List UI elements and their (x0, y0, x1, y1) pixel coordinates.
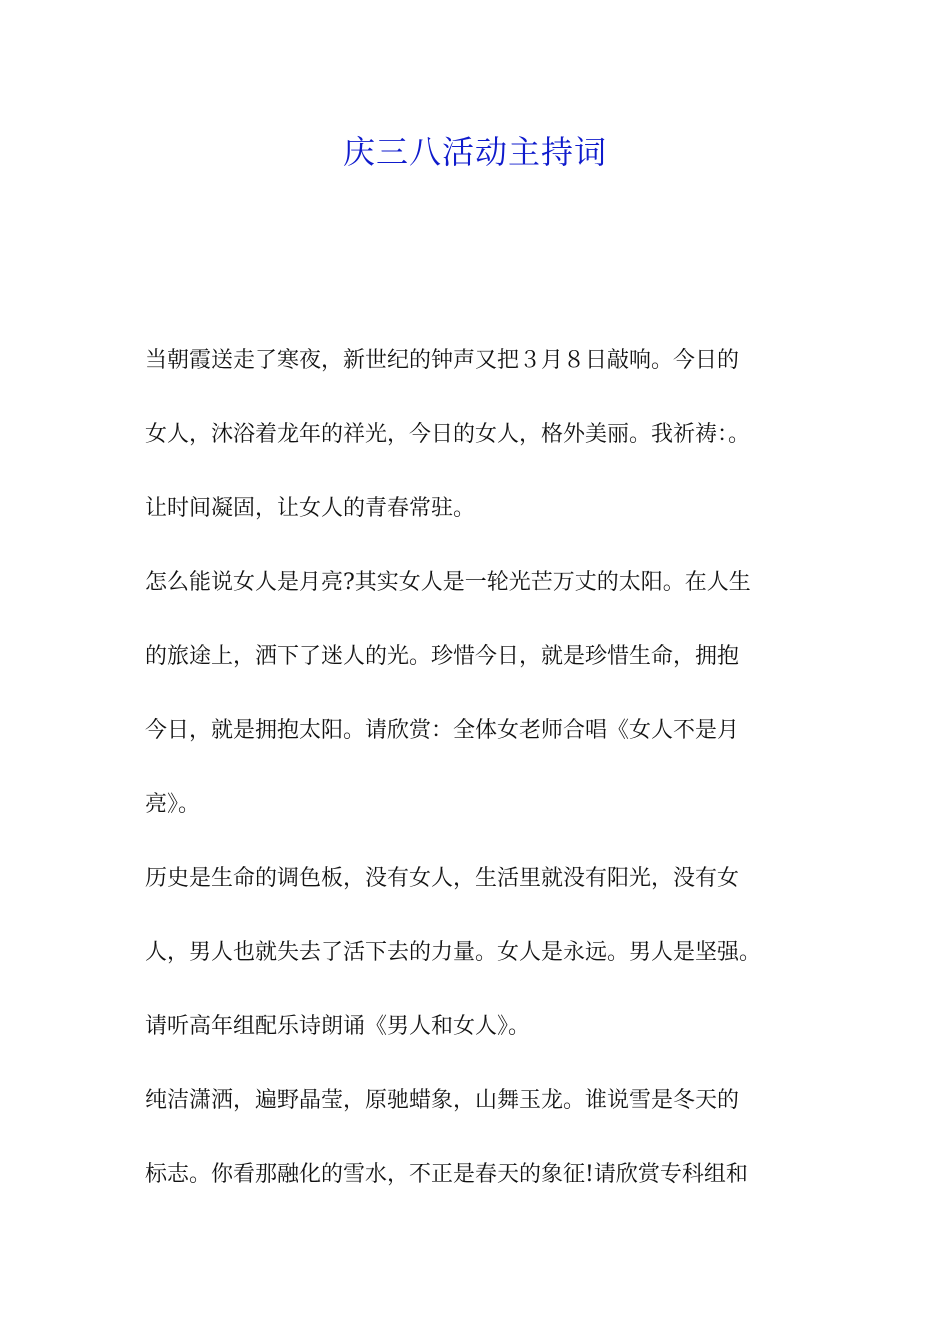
body-line: 怎么能说女人是月亮?其实女人是一轮光芒万丈的太阳。在人生 (145, 570, 751, 595)
body-line: 当朝霞送走了寒夜，新世纪的钟声又把３月８日敲响。今日的 (145, 348, 740, 373)
body-line: 让时间凝固，让女人的青春常驻。 (145, 496, 476, 521)
document-body (145, 336, 825, 1224)
document-title: 庆三八活动主持词 (342, 133, 607, 171)
body-line: 的旅途上，洒下了迷人的光。珍惜今日，就是珍惜生命，拥抱 (145, 644, 740, 669)
body-line: 历史是生命的调色板，没有女人，生活里就没有阳光，没有女 (145, 866, 740, 891)
body-line: 标志。你看那融化的雪水，不正是春天的象征!请欣赏专科组和 (145, 1162, 748, 1187)
body-line: 人，男人也就失去了活下去的力量。女人是永远。男人是坚强。 (145, 940, 762, 965)
body-line: 女人，沐浴着龙年的祥光，今日的女人，格外美丽。我祈祷：。 (145, 422, 751, 447)
body-line: 纯洁潇洒，遍野晶莹，原驰蜡象，山舞玉龙。谁说雪是冬天的 (145, 1088, 740, 1113)
body-line: 请听高年组配乐诗朗诵《男人和女人》。 (145, 1014, 531, 1039)
body-line: 亮》。 (145, 792, 201, 817)
body-line: 今日，就是拥抱太阳。请欣赏：全体女老师合唱《女人不是月 (145, 718, 740, 743)
